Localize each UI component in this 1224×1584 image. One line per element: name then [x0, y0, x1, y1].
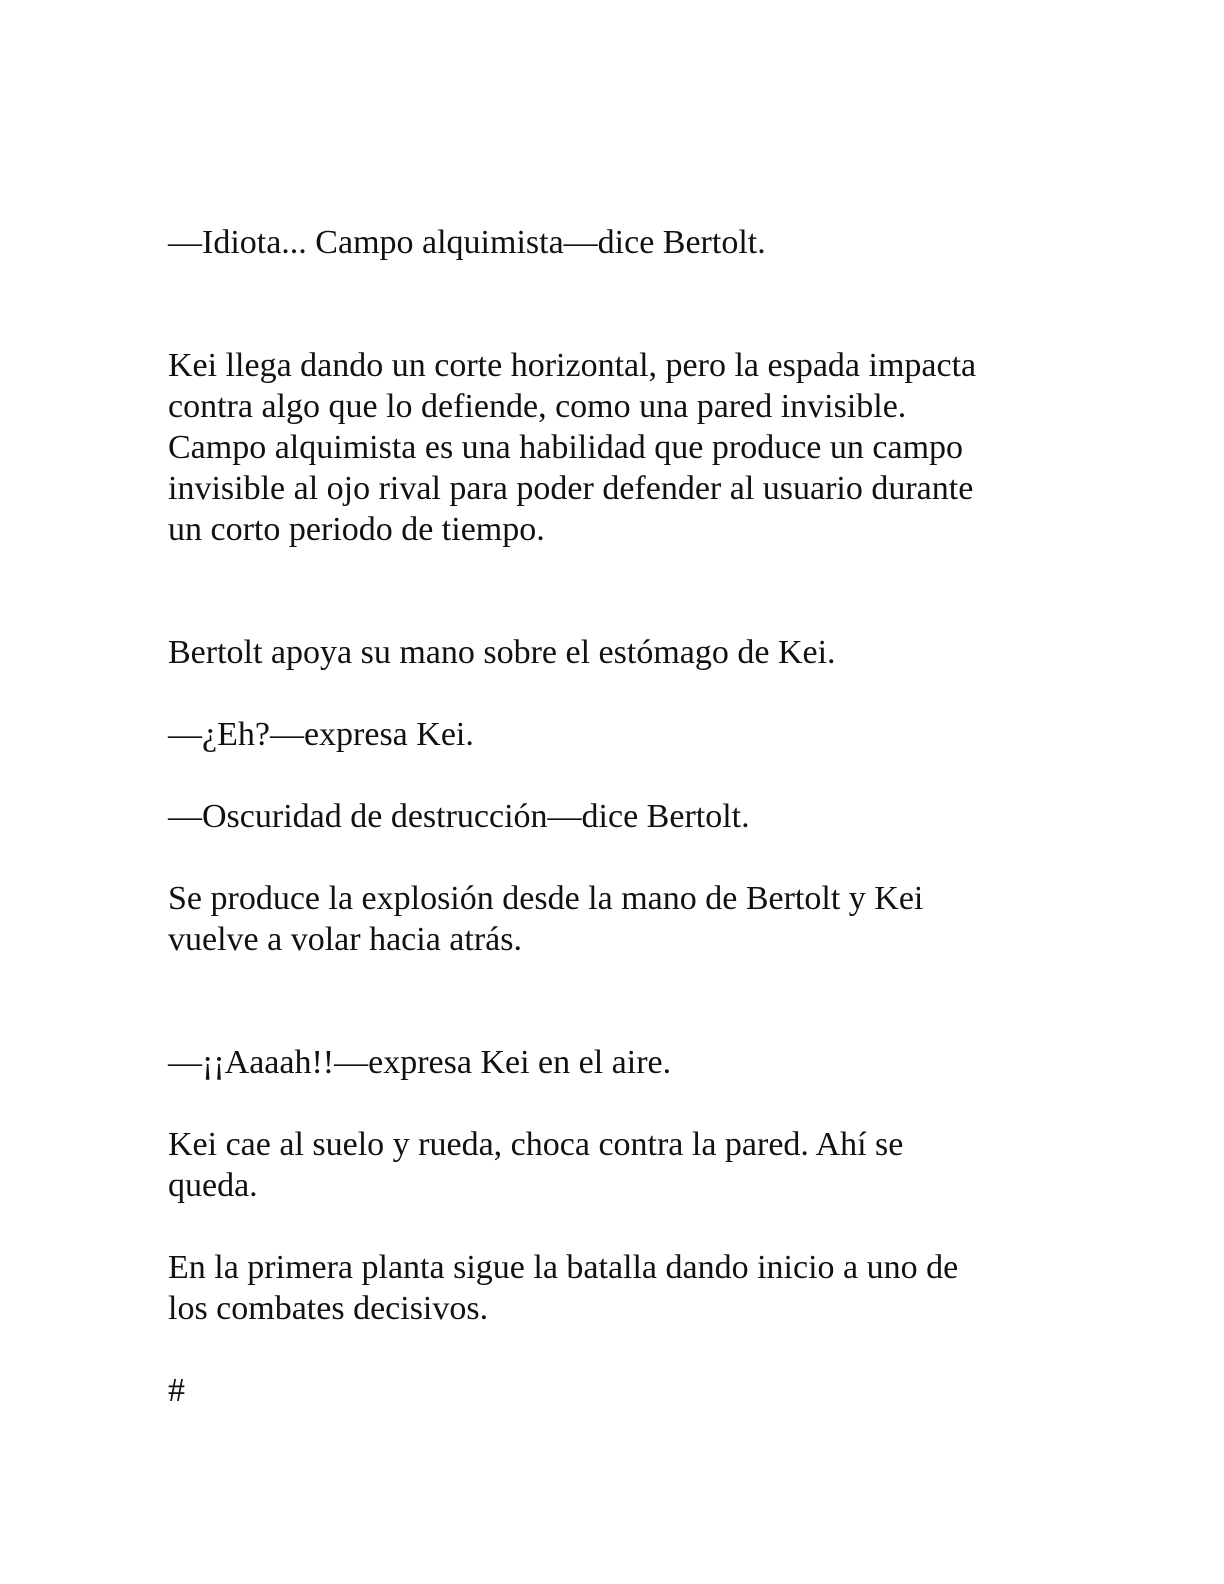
- section-break-hash: #: [168, 1372, 185, 1409]
- paragraph-dialogue-kei-eh: —¿Eh?—expresa Kei.: [168, 716, 474, 753]
- paragraph-narration-kei-falls: Kei cae al suelo y rueda, choca contra la pared. Ahí se queda.: [168, 1126, 904, 1204]
- paragraph-narration-kei-attack: Kei llega dando un corte horizontal, pero la espada impacta contra algo que lo defiende, como una pared invisible. Campo alquimista es una habilidad que produce un campo invisible al ojo rival para poder defender al usuario durante un corto periodo de tiempo.: [168, 347, 977, 548]
- paragraph-dialogue-kei-aaaah: —¡¡Aaaah!!—expresa Kei en el aire.: [168, 1044, 672, 1081]
- paragraph-narration-explosion: Se produce la explosión desde la mano de Bertolt y Kei vuelve a volar hacia atrás.: [168, 880, 924, 958]
- paragraph-narration-bertolt-hand: Bertolt apoya su mano sobre el estómago de Kei.: [168, 634, 836, 671]
- paragraph-dialogue-bertolt-oscuridad: —Oscuridad de destrucción—dice Bertolt.: [168, 798, 750, 835]
- paragraph-narration-first-floor: En la primera planta sigue la batalla dando inicio a uno de los combates decisivos.: [168, 1249, 959, 1327]
- paragraph-dialogue-bertolt-campo: —Idiota... Campo alquimista—dice Bertolt.: [168, 224, 766, 261]
